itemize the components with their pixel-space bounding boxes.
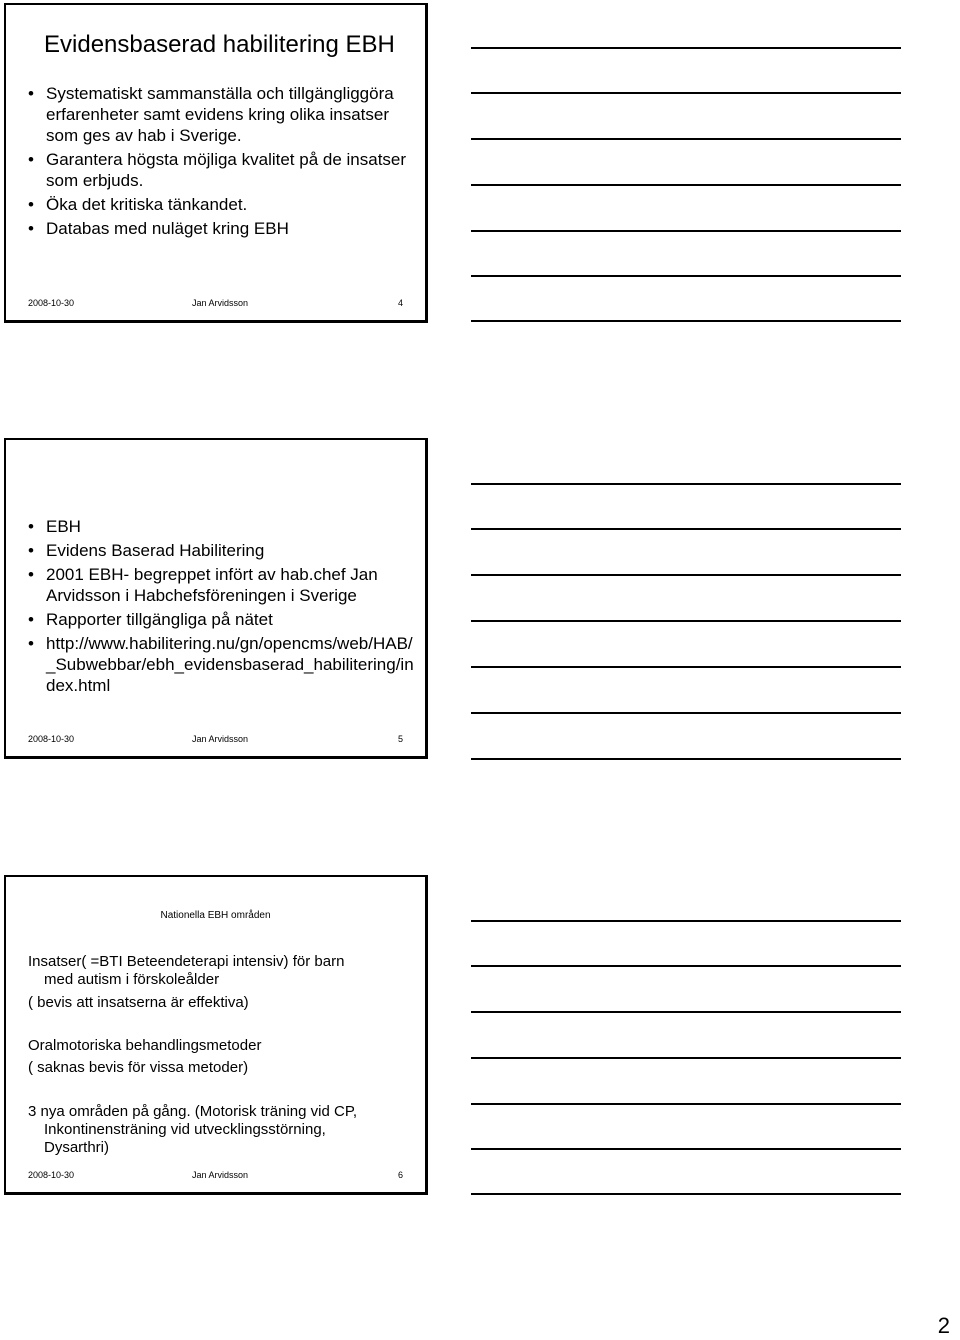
footer-author: Jan Arvidsson bbox=[192, 1170, 249, 1180]
bullet-icon: • bbox=[28, 541, 34, 560]
note-line bbox=[471, 528, 901, 530]
paragraph bbox=[28, 994, 418, 1012]
page-number: 2 bbox=[937, 1313, 950, 1338]
note-line bbox=[471, 1193, 901, 1195]
footer-slide-number: 5 bbox=[397, 734, 403, 744]
note-line bbox=[471, 758, 901, 760]
bullet-text: EBH bbox=[46, 517, 81, 536]
bullet-item bbox=[28, 564, 418, 606]
slide-6 bbox=[4, 875, 428, 1195]
note-line bbox=[471, 184, 901, 186]
note-line bbox=[471, 47, 901, 49]
slide-4 bbox=[4, 3, 428, 323]
slide-subtitle: Nationella EBH områden bbox=[160, 910, 271, 921]
footer-date: 2008-10-30 bbox=[28, 1170, 75, 1180]
bullet-item bbox=[28, 218, 408, 239]
footer-date: 2008-10-30 bbox=[28, 298, 75, 308]
slide-title: Evidensbaserad habilitering EBH bbox=[44, 31, 395, 58]
paragraph-line: Dysarthri) bbox=[44, 1139, 110, 1156]
bullet-icon: • bbox=[28, 517, 34, 536]
note-line bbox=[471, 712, 901, 714]
note-line bbox=[471, 1148, 901, 1150]
bullet-text: 2001 EBH- begreppet infört av hab.chef Jan Arvidsson i Habchefsföreningen i Sverige bbox=[46, 565, 378, 605]
bullet-link-text: http://www.habilitering.nu/gn/opencms/web/HAB/_Subwebbar/ebh_evidensbaserad_habilitering/index.html bbox=[46, 634, 414, 695]
note-line bbox=[471, 92, 901, 94]
bullet-icon: • bbox=[28, 195, 34, 214]
note-line bbox=[471, 320, 901, 322]
note-line bbox=[471, 483, 901, 485]
note-line bbox=[471, 138, 901, 140]
bullet-item bbox=[28, 540, 418, 561]
bullet-text: Öka det kritiska tänkandet. bbox=[46, 195, 248, 214]
bullet-icon: • bbox=[28, 610, 34, 629]
bullet-list bbox=[28, 516, 418, 699]
bullet-icon: • bbox=[28, 219, 34, 238]
paragraph-line: ( bevis att insatserna är effektiva) bbox=[28, 994, 249, 1011]
note-line bbox=[471, 230, 901, 232]
paragraph bbox=[28, 1059, 418, 1077]
bullet-text: Evidens Baserad Habilitering bbox=[46, 541, 265, 560]
footer-slide-number: 4 bbox=[397, 298, 403, 308]
paragraph-line: 3 nya områden på gång. (Motorisk träning vid CP, bbox=[28, 1103, 358, 1120]
footer-author: Jan Arvidsson bbox=[192, 298, 249, 308]
bullet-item bbox=[28, 194, 408, 215]
paragraph-line: Inkontinensträning vid utvecklingsstörning, bbox=[44, 1121, 326, 1138]
note-line bbox=[471, 620, 901, 622]
slide-5 bbox=[4, 438, 428, 759]
bullet-text: Databas med nuläget kring EBH bbox=[46, 219, 289, 238]
bullet-item bbox=[28, 609, 418, 630]
bullet-item bbox=[28, 633, 418, 696]
note-line bbox=[471, 965, 901, 967]
bullet-icon: • bbox=[28, 565, 34, 584]
bullet-text: Systematiskt sammanställa och tillgängliggöra erfarenheter samt evidens kring olika insatser som ges av hab i Sverige. bbox=[46, 84, 394, 145]
bullet-list bbox=[28, 83, 408, 242]
bullet-text: Garantera högsta möjliga kvalitet på de insatser som erbjuds. bbox=[46, 150, 407, 190]
note-line bbox=[471, 1057, 901, 1059]
note-line bbox=[471, 275, 901, 277]
paragraph-line: med autism i förskoleålder bbox=[44, 971, 220, 988]
note-line bbox=[471, 1103, 901, 1105]
footer-date: 2008-10-30 bbox=[28, 734, 75, 744]
paragraph-line: Oralmotoriska behandlingsmetoder bbox=[28, 1037, 262, 1054]
bullet-icon: • bbox=[28, 84, 34, 103]
bullet-icon: • bbox=[28, 150, 34, 169]
paragraph bbox=[28, 1103, 418, 1157]
bullet-item bbox=[28, 83, 408, 146]
bullet-text: Rapporter tillgängliga på nätet bbox=[46, 610, 273, 629]
bullet-item bbox=[28, 149, 408, 191]
footer-slide-number: 6 bbox=[397, 1170, 403, 1180]
paragraph bbox=[28, 953, 418, 989]
note-line bbox=[471, 666, 901, 668]
bullet-item bbox=[28, 516, 418, 537]
footer-author: Jan Arvidsson bbox=[192, 734, 249, 744]
paragraph bbox=[28, 1037, 418, 1055]
bullet-icon: • bbox=[28, 634, 34, 653]
note-line bbox=[471, 574, 901, 576]
note-line bbox=[471, 1011, 901, 1013]
note-line bbox=[471, 920, 901, 922]
paragraph-line: Insatser( =BTI Beteendeterapi intensiv) för barn bbox=[28, 953, 345, 970]
paragraph-line: ( saknas bevis för vissa metoder) bbox=[28, 1059, 249, 1076]
